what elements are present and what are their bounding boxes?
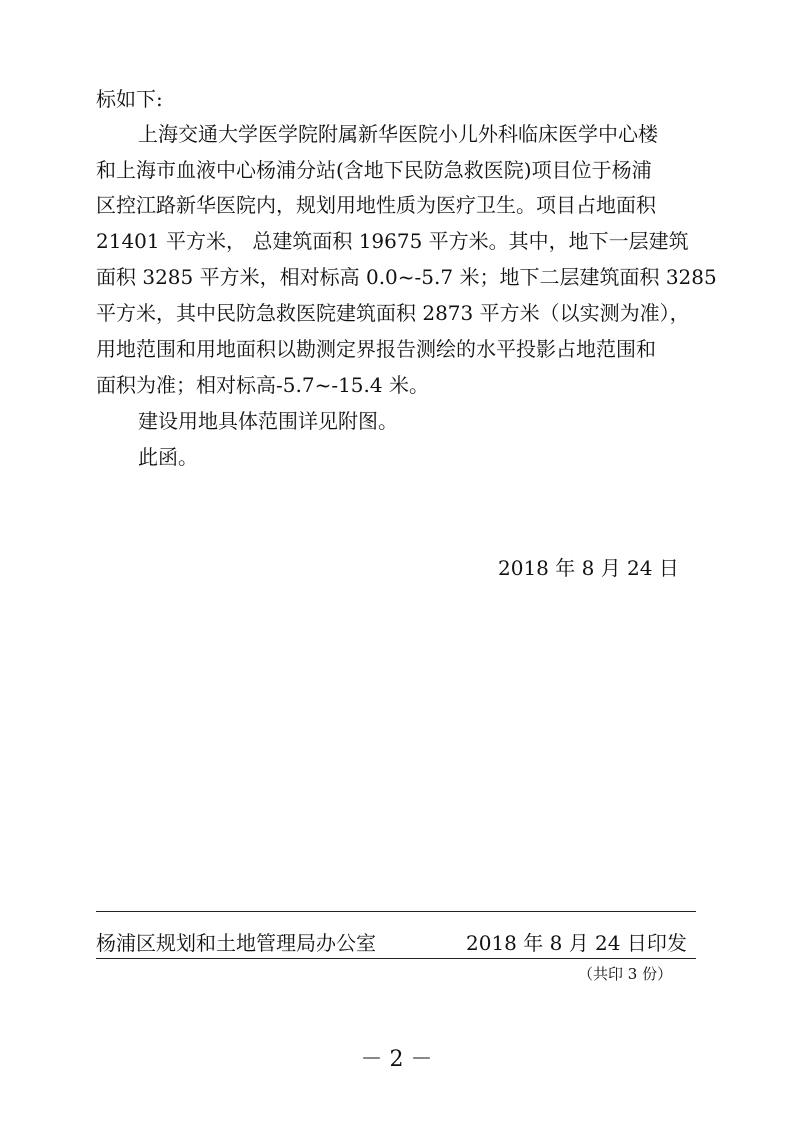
body-line-4: 区控江路新华医院内，规划用地性质为医疗卫生。项目占地面积 [96, 193, 656, 217]
body-line-10: 建设用地具体范围详见附图。 [138, 409, 398, 433]
body-line-2: 上海交通大学医学院附属新华医院小儿外科临床医学中心楼 [138, 122, 658, 146]
body-line-5: 21401 平方米， 总建筑面积 19675 平方米。其中，地下一层建筑 [96, 229, 689, 253]
body-line-6: 面积 3285 平方米，相对标高 0.0~-5.7 米；地下二层建筑面积 3285 [96, 265, 717, 289]
footer-top-rule [96, 911, 696, 912]
signature-date: 2018 年 8 月 24 日 [498, 556, 679, 580]
footer-print-date: 2018 年 8 月 24 日印发 [466, 931, 687, 955]
body-line-11: 此函。 [138, 445, 198, 469]
body-line-7: 平方米，其中民防急救医院建筑面积 2873 平方米（以实测为准）， [96, 301, 690, 325]
body-line-3: 和上海市血液中心杨浦分站(含地下民防急救医院)项目位于杨浦 [96, 158, 652, 182]
footer-office: 杨浦区规划和土地管理局办公室 [96, 931, 376, 955]
page-number: － 2 － [360, 1047, 433, 1072]
body-line-8: 用地范围和用地面积以勘测定界报告测绘的水平投影占地范围和 [96, 337, 656, 361]
footer-copies: （共印 3 份） [578, 965, 673, 983]
footer-bottom-rule [96, 958, 696, 959]
body-line-1: 标如下: [96, 87, 163, 111]
body-line-9: 面积为准；相对标高-5.7~-15.4 米。 [96, 373, 429, 397]
